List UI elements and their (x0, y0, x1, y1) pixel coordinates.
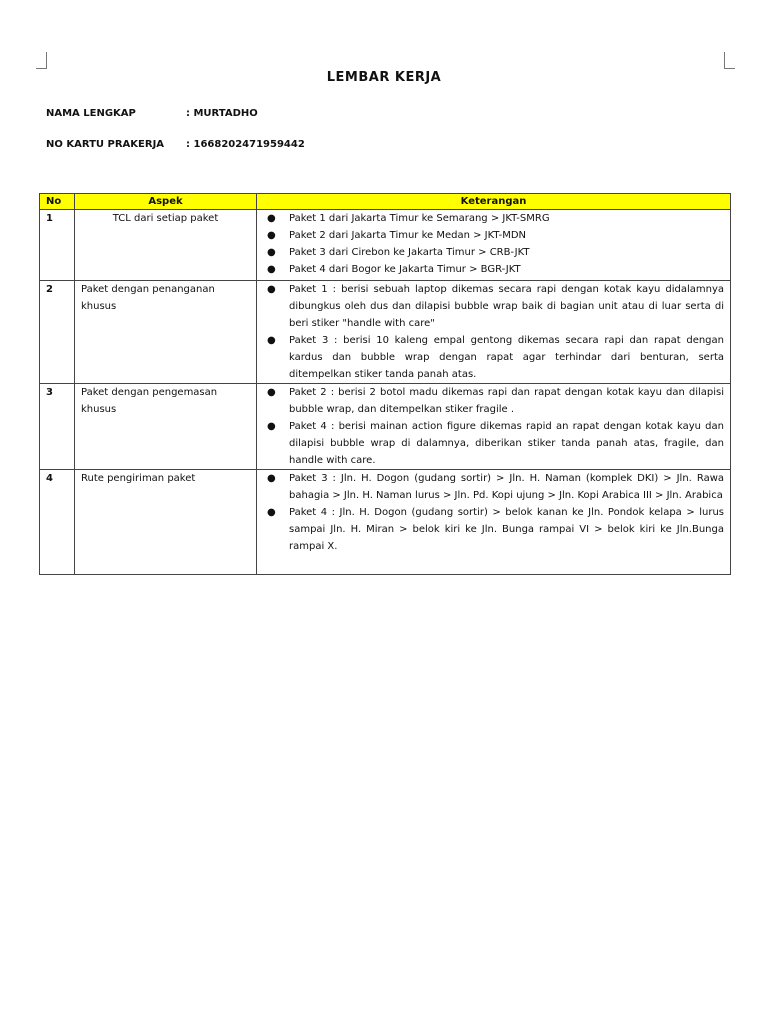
bullet-icon: ● (267, 387, 276, 398)
keterangan-list (263, 210, 724, 278)
header-no: No (40, 194, 75, 210)
bullet-icon: ● (267, 421, 276, 432)
bullet-icon: ● (267, 507, 276, 518)
header-keterangan: Keterangan (257, 194, 731, 210)
row-aspek: Paket dengan pengemasan khusus (75, 384, 257, 470)
header-aspek: Aspek (75, 194, 257, 210)
list-item: ● Paket 1 : berisi sebuah laptop dikemas secara rapi dengan kotak kayu didalamnya dibungkus oleh dus dan dilapisi bubble wrap baik di bagian unit atau di luar serta di beri stiker "handle with care" (289, 281, 724, 332)
row-keterangan (257, 470, 731, 575)
list-item: ● Paket 3 dari Cirebon ke Jakarta Timur > CRB-JKT (289, 244, 724, 261)
row-keterangan (257, 281, 731, 384)
list-item: ● Paket 3 : Jln. H. Dogon (gudang sortir) > Jln. H. Naman (komplek DKI) > Jln. Rawa bahagia > Jln. H. Naman lurus > Jln. Pd. Kopi ujung > Jln. Kopi Arabica III > Jln. Arabica (289, 470, 724, 504)
table-header-row (40, 194, 731, 210)
keterangan-list (263, 470, 724, 555)
full-name-row (46, 108, 258, 119)
row-keterangan (257, 384, 731, 470)
keterangan-list (263, 281, 724, 383)
table-row (40, 210, 731, 281)
row-aspek: Rute pengiriman paket (75, 470, 257, 575)
list-item: ● Paket 1 dari Jakarta Timur ke Semarang > JKT-SMRG (289, 210, 724, 227)
full-name-label: NAMA LENGKAP (46, 108, 136, 119)
margin-corner-top-right (724, 52, 735, 69)
keterangan-list (263, 384, 724, 469)
table-row (40, 281, 731, 384)
list-item: ● Paket 4 dari Bogor ke Jakarta Timur > BGR-JKT (289, 261, 724, 278)
list-item: ● Paket 2 : berisi 2 botol madu dikemas rapi dan rapat dengan kotak kayu dan dilapisi bubble wrap, dan ditempelkan stiker fragile . (289, 384, 724, 418)
table-row (40, 470, 731, 575)
bullet-icon: ● (267, 264, 276, 275)
bullet-icon: ● (267, 473, 276, 484)
margin-corner-top-left (36, 52, 47, 69)
document-title: LEMBAR KERJA (326, 70, 442, 85)
bullet-icon: ● (267, 335, 276, 346)
prakerja-card-label: NO KARTU PRAKERJA (46, 139, 165, 150)
list-item: ● Paket 4 : berisi mainan action figure dikemas rapid an rapat dengan kotak kayu dan dilapisi bubble wrap di dalamnya, diberikan stiker tanda panah atas, fragile, dan handle with care. (289, 418, 724, 469)
row-number: 3 (40, 384, 75, 470)
list-item: ● Paket 4 : Jln. H. Dogon (gudang sortir) > belok kanan ke Jln. Pondok kelapa > lurus sampai Jln. H. Miran > belok kiri ke Jln. Bunga rampai VI > belok kiri ke Jln.Bunga rampai X. (289, 504, 724, 555)
bullet-icon: ● (267, 213, 276, 224)
row-number: 1 (40, 210, 75, 281)
row-number: 4 (40, 470, 75, 575)
row-aspek: Paket dengan penanganan khusus (75, 281, 257, 384)
row-aspek: TCL dari setiap paket (75, 210, 257, 281)
list-item: ● Paket 2 dari Jakarta Timur ke Medan > JKT-MDN (289, 227, 724, 244)
bullet-icon: ● (267, 284, 276, 295)
bullet-icon: ● (267, 247, 276, 258)
bullet-icon: ● (267, 230, 276, 241)
prakerja-card-row (46, 139, 305, 150)
row-number: 2 (40, 281, 75, 384)
row-keterangan (257, 210, 731, 281)
full-name-value: : MURTADHO (186, 108, 258, 119)
prakerja-card-value: : 1668202471959442 (186, 139, 305, 150)
list-item: ● Paket 3 : berisi 10 kaleng empal gentong dikemas secara rapi dan rapat dengan kardus dan bubble wrap dengan rapat agar terhindar dari benturan, serta ditempelkan stiker tanda panah atas. (289, 332, 724, 383)
table-row (40, 384, 731, 470)
worksheet-table (39, 193, 731, 575)
